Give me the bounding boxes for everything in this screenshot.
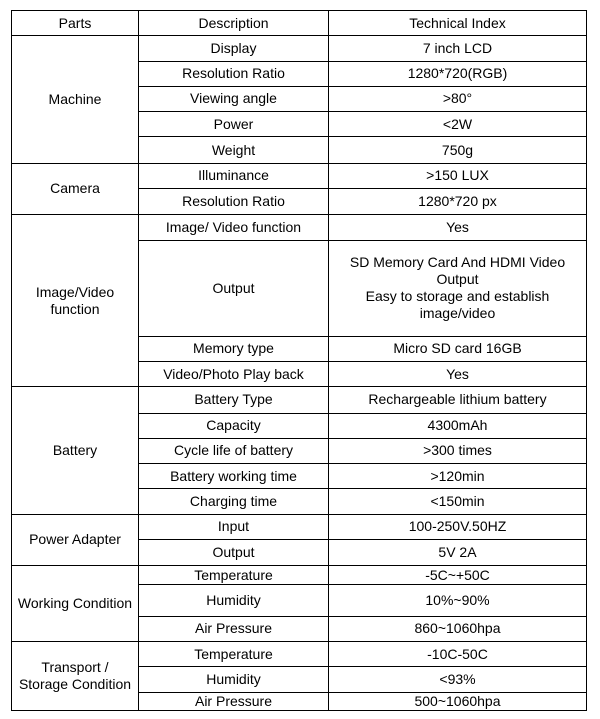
- table-row: [12, 642, 587, 667]
- part-label-line: Storage Condition: [18, 676, 132, 693]
- value-cell: 100-250V.50HZ: [329, 514, 587, 539]
- desc-cell: Charging time: [139, 489, 329, 514]
- desc-cell: Temperature: [139, 642, 329, 667]
- part-cell-power-adapter: Power Adapter: [12, 514, 139, 566]
- value-cell: <93%: [329, 667, 587, 692]
- desc-cell: Humidity: [139, 585, 329, 616]
- value-cell: 5V 2A: [329, 539, 587, 565]
- desc-cell: Battery working time: [139, 464, 329, 489]
- value-cell: <2W: [329, 112, 587, 137]
- part-label-line: Image/Video: [35, 283, 115, 300]
- desc-cell: Battery Type: [139, 387, 329, 413]
- desc-cell: Memory type: [139, 336, 329, 361]
- value-cell: 1280*720 px: [329, 188, 587, 214]
- value-line: image/video: [419, 305, 496, 322]
- table-row: [12, 566, 587, 585]
- header-parts: Parts: [12, 11, 139, 36]
- value-cell: Yes: [329, 215, 587, 240]
- part-label-line: Transport /: [41, 659, 109, 676]
- desc-cell: Power: [139, 112, 329, 137]
- desc-cell: Video/Photo Play back: [139, 361, 329, 386]
- value-cell: 7 inch LCD: [329, 36, 587, 61]
- spec-table: [11, 10, 587, 711]
- value-cell: -10C-50C: [329, 642, 587, 667]
- value-cell: 1280*720(RGB): [329, 61, 587, 86]
- part-cell-transport-storage-condition: [12, 642, 139, 711]
- desc-cell: Output: [139, 240, 329, 336]
- value-line: SD Memory Card And HDMI Video: [349, 254, 566, 271]
- desc-cell: Humidity: [139, 667, 329, 692]
- value-cell: Micro SD card 16GB: [329, 336, 587, 361]
- table-row: [12, 163, 587, 188]
- part-cell-battery: Battery: [12, 387, 139, 514]
- desc-cell: Illuminance: [139, 163, 329, 188]
- desc-cell: Resolution Ratio: [139, 188, 329, 214]
- desc-cell: Air Pressure: [139, 692, 329, 710]
- desc-cell: Capacity: [139, 413, 329, 438]
- header-row: [12, 11, 587, 36]
- value-cell: 860~1060hpa: [329, 616, 587, 641]
- desc-cell: Cycle life of battery: [139, 438, 329, 463]
- value-cell-output: [329, 240, 587, 336]
- part-cell-working-condition: Working Condition: [12, 566, 139, 642]
- desc-cell: Image/ Video function: [139, 215, 329, 240]
- header-description: Description: [139, 11, 329, 36]
- value-cell: -5C~+50C: [329, 566, 587, 585]
- desc-cell: Weight: [139, 137, 329, 163]
- value-cell: >80°: [329, 86, 587, 111]
- value-cell: >300 times: [329, 438, 587, 463]
- part-label-line: function: [50, 300, 100, 317]
- value-cell: <150min: [329, 489, 587, 514]
- desc-cell: Temperature: [139, 566, 329, 585]
- part-cell-machine: Machine: [12, 36, 139, 163]
- value-cell: 500~1060hpa: [329, 692, 587, 710]
- table-row: [12, 36, 587, 61]
- desc-cell: Output: [139, 539, 329, 565]
- value-cell: 10%~90%: [329, 585, 587, 616]
- value-cell: Yes: [329, 361, 587, 386]
- desc-cell: Resolution Ratio: [139, 61, 329, 86]
- desc-cell: Viewing angle: [139, 86, 329, 111]
- desc-cell: Input: [139, 514, 329, 539]
- table-row: [12, 215, 587, 240]
- table-row: [12, 514, 587, 539]
- part-cell-camera: Camera: [12, 163, 139, 215]
- desc-cell: Display: [139, 36, 329, 61]
- value-cell: 4300mAh: [329, 413, 587, 438]
- header-technical-index: Technical Index: [329, 11, 587, 36]
- part-cell-image-video-function: [12, 215, 139, 387]
- value-line: Easy to storage and establish: [365, 288, 550, 305]
- value-cell: 750g: [329, 137, 587, 163]
- value-cell: >150 LUX: [329, 163, 587, 188]
- value-cell: Rechargeable lithium battery: [329, 387, 587, 413]
- desc-cell: Air Pressure: [139, 616, 329, 641]
- table-row: [12, 387, 587, 413]
- value-line: Output: [436, 271, 479, 288]
- value-cell: >120min: [329, 464, 587, 489]
